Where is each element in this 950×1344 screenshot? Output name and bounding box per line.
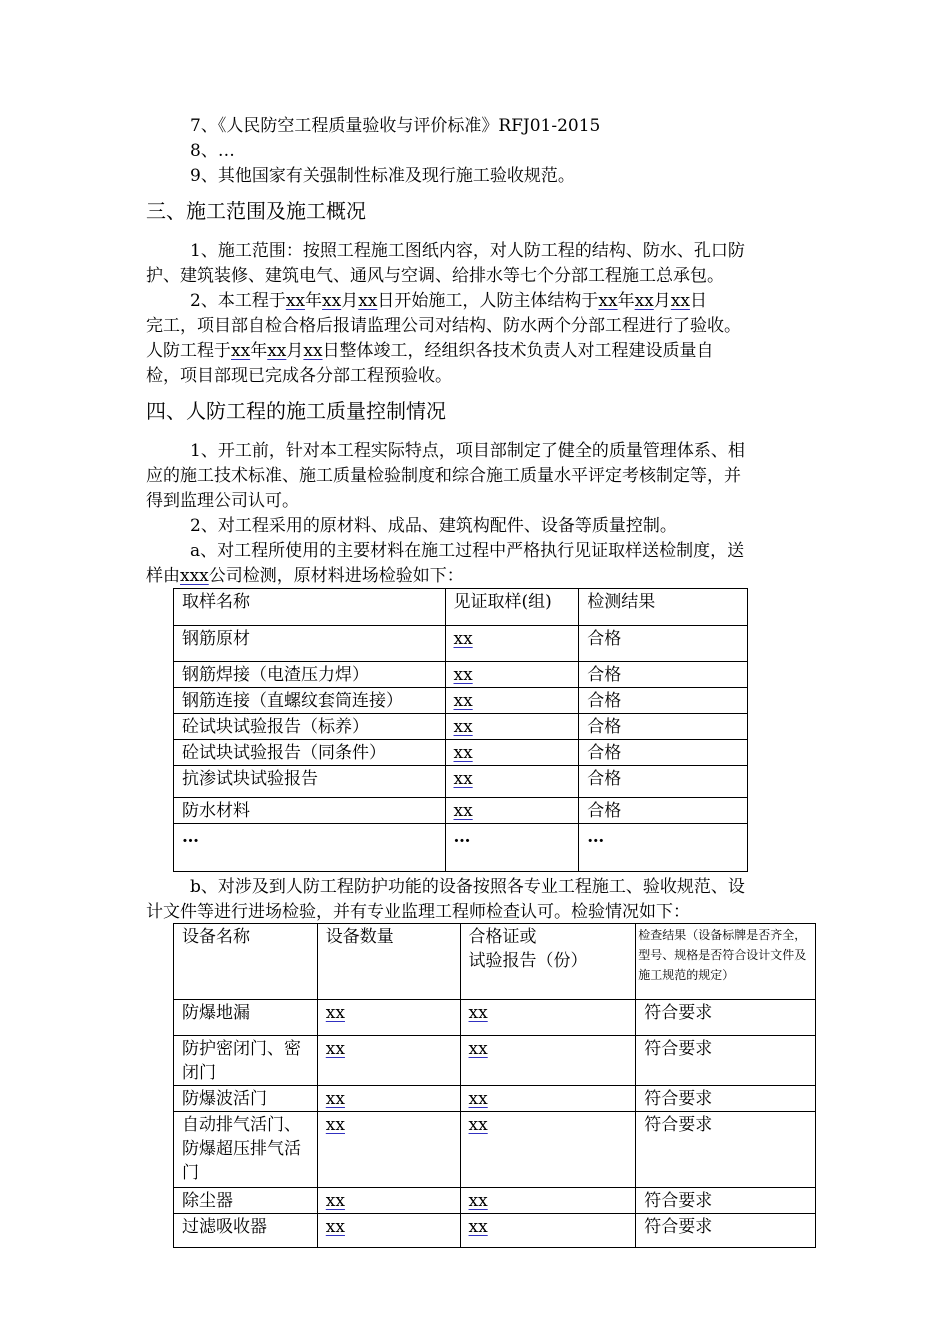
cell-result: 符合要求 [636,1214,816,1248]
table-row [174,740,748,766]
table-row [174,1086,816,1112]
s4-item-a-line-1: a、对工程所使用的主要材料在施工过程中严格执行见证取样送检制度，送 [190,541,745,561]
s3-paragraph-1-line-2: 护、建筑装修、建筑电气、通风与空调、给排水等七个分部工程施工总承包。 [146,266,724,286]
cell-name: 钢筋原材 [174,626,446,662]
cell-result: 合格 [579,766,748,798]
table-row [174,1188,816,1214]
cell-name: 防爆波活门 [174,1086,318,1112]
s4-item-b-line-1: b、对涉及到人防工程防护功能的设备按照各专业工程施工、验收规范、设 [190,877,745,897]
table-row [174,626,748,662]
cell-quantity: xx [325,1089,345,1109]
section-3-heading: 三、施工范围及施工概况 [146,199,366,223]
cell-name: 抗渗试块试验报告 [174,766,446,798]
s4-item-b-line-2: 计文件等进行进场检验，并有专业监理工程师检查认可。检验情况如下： [146,902,690,922]
cell-quantity: xx [325,1039,345,1059]
cell-count: xx [453,769,473,789]
table-row [174,1036,816,1086]
s4-paragraph-1-line-1: 1、开工前，针对本工程实际特点，项目部制定了健全的质量管理体系、相 [190,441,745,461]
s3-paragraph-2-line-1: 2、本工程于xx年xx月xx日开始施工，人防主体结构于xx年xx月xx日 [190,291,707,311]
cell-result: 符合要求 [636,1188,816,1214]
table-row [174,1214,816,1248]
cell-certificate: xx [468,1003,488,1023]
standard-item-9: 9、其他国家有关强制性标准及现行施工验收规范。 [190,166,575,186]
cell-name: 钢筋连接（直螺纹套筒连接） [174,688,446,714]
cell-result: 合格 [579,740,748,766]
cell-count: xx [453,665,473,685]
cell-count: xx [453,743,473,763]
header-inspection-result: 检查结果（设备标牌是否齐全，型号、规格是否符合设计文件及施工规范的规定） [636,924,816,1000]
equipment-inspection-table [173,923,816,1248]
header-certificate: 合格证或 试验报告（份） [460,924,636,1000]
header-equipment-quantity: 设备数量 [317,924,460,1000]
cell-certificate: xx [468,1039,488,1059]
s4-paragraph-1-line-3: 得到监理公司认可。 [146,491,299,511]
cell-name: 砼试块试验报告（同条件） [174,740,446,766]
table-row [174,1112,816,1188]
cell-certificate: xx [468,1115,488,1135]
s3-paragraph-1-line-1: 1、施工范围：按照工程施工图纸内容，对人防工程的结构、防水、孔口防 [190,241,745,261]
cell-quantity: xx [325,1217,345,1237]
cell-count: xx [453,717,473,737]
table-row [174,766,748,798]
table-row [174,824,748,872]
s4-paragraph-1-line-2: 应的施工技术标准、施工质量检验制度和综合施工质量水平评定考核制定等，并 [146,466,741,486]
cell-quantity: xx [325,1115,345,1135]
s4-item-a-line-2: 样由xxx公司检测，原材料进场检验如下： [146,566,464,586]
header-witness-sampling: 见证取样(组) [445,589,579,626]
table-row [174,688,748,714]
cell-certificate: xx [468,1217,488,1237]
cell-result: 符合要求 [636,1036,816,1086]
cell-name: 过滤吸收器 [174,1214,318,1248]
cell-result: 合格 [579,626,748,662]
cell-name: 除尘器 [174,1188,318,1214]
table-row [174,798,748,824]
cell-result: 符合要求 [636,1000,816,1036]
table-row [174,714,748,740]
cell-name: 自动排气活门、防爆超压排气活门 [174,1112,318,1188]
cell-result: 合格 [579,798,748,824]
cell-name: 防水材料 [174,798,446,824]
header-sample-name: 取样名称 [174,589,446,626]
s3-paragraph-2-line-4: 检，项目部现已完成各分部工程预验收。 [146,366,452,386]
standard-item-7: 7、《人民防空工程质量验收与评价标准》RFJ01-2015 [190,116,601,136]
cell-result: 符合要求 [636,1086,816,1112]
table-header-row [174,924,816,1000]
cell-certificate: xx [468,1089,488,1109]
table-row [174,1000,816,1036]
material-inspection-table [173,588,748,872]
cell-name: 钢筋焊接（电渣压力焊） [174,662,446,688]
cell-count: xx [453,801,473,821]
cell-quantity: xx [325,1003,345,1023]
cell-name: 防护密闭门、密闭门 [174,1036,318,1086]
table-header-row [174,589,748,626]
cell-name: … [174,824,446,872]
standard-item-8: 8、… [190,141,235,161]
cell-result: 合格 [579,662,748,688]
cell-count: xx [453,629,473,649]
cell-name: 砼试块试验报告（标养） [174,714,446,740]
cell-quantity: xx [325,1191,345,1211]
section-4-heading: 四、人防工程的施工质量控制情况 [146,399,446,423]
cell-result: 符合要求 [636,1112,816,1188]
cell-result: 合格 [579,714,748,740]
cell-result: 合格 [579,688,748,714]
s4-paragraph-2: 2、对工程采用的原材料、成品、建筑构配件、设备等质量控制。 [190,516,677,536]
s3-paragraph-2-line-2: 完工，项目部自检合格后报请监理公司对结构、防水两个分部工程进行了验收。 [146,316,741,336]
cell-result: … [579,824,748,872]
cell-certificate: xx [468,1191,488,1211]
cell-name: 防爆地漏 [174,1000,318,1036]
s3-paragraph-2-line-3: 人防工程于xx年xx月xx日整体竣工，经组织各技术负责人对工程建设质量自 [146,341,714,361]
header-test-result: 检测结果 [579,589,748,626]
cell-count: xx [453,691,473,711]
cell-count: … [445,824,579,872]
header-equipment-name: 设备名称 [174,924,318,1000]
table-row [174,662,748,688]
